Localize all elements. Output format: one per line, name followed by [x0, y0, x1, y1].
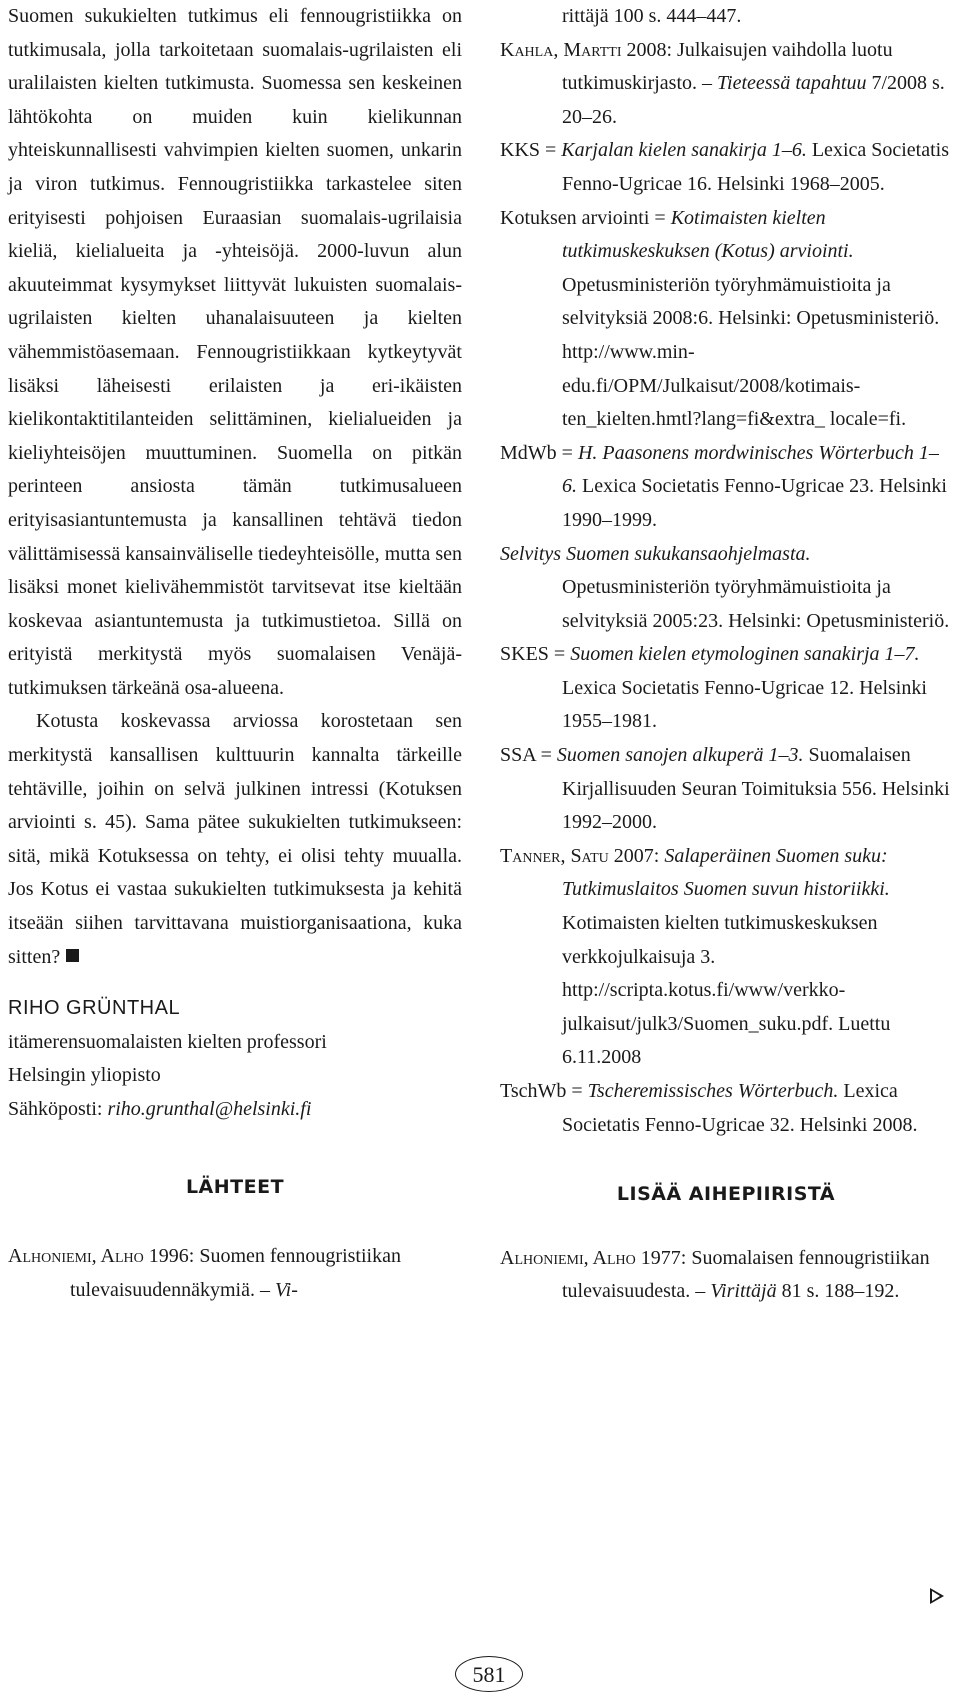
reference-text: MdWb =: [500, 441, 578, 464]
reference-details: Kotimaisten kielten tutkimuskeskuksen verkkojulkaisuja 3. http://scripta.kotus.fi/www/verkkojulkaisut/julk3/Suomen_suku.pdf. Luettu 6.11.2008: [562, 912, 891, 1069]
author-name: RIHO GRÜNTHAL: [8, 997, 181, 1020]
reference-item: [500, 437, 952, 538]
reference-journal: Virittäjä: [710, 1280, 777, 1303]
reference-text: 1996: Suomen fennougristiikan tulevaisuudennäkymiä. –: [70, 1245, 401, 1301]
reference-text: TschWb =: [500, 1080, 588, 1102]
reference-details: Lexica Societatis Fenno-Ugricae 23. Helsinki 1990–1999.: [562, 475, 947, 531]
more-heading: LISÄÄ AIHEPIIRISTÄ: [616, 1183, 836, 1206]
reference-details: Lexica Societatis Fenno-Ugricae 16. Helsinki 1968–2005.: [562, 139, 950, 195]
reference-title: Suomen kielen etymologinen sanakirja 1–7.: [570, 643, 920, 666]
author-affiliation: Helsingin yliopisto: [8, 1064, 161, 1087]
email-label: Sähköposti:: [8, 1098, 108, 1120]
reference-item: [500, 202, 952, 437]
reference-journal: Vi-: [274, 1278, 298, 1301]
reference-author: Alhoniemi, Alho: [500, 1246, 636, 1269]
reference-title: Selvitys Suomen sukukansaohjelmasta.: [500, 542, 811, 565]
author-email-line: [8, 1093, 462, 1127]
body-paragraph-2: [8, 705, 462, 974]
reference-title: Tscheremissisches Wörterbuch.: [587, 1080, 839, 1102]
black-square-icon: [66, 949, 79, 962]
reference-item: [500, 34, 952, 135]
reference-text: Kotuksen arviointi =: [500, 206, 671, 229]
reference-details: Lexica Societatis Fenno-Ugricae 32. Helsinki 2008.: [562, 1080, 918, 1136]
reference-details: 7/2008 s. 20–26.: [562, 72, 945, 128]
left-column: [8, 0, 462, 1307]
reference-title: Karjalan kielen sanakirja 1–6.: [561, 139, 807, 162]
reference-item: [500, 1075, 952, 1142]
reference-item: [500, 538, 952, 639]
reference-text: 1977: Suomalaisen fennougristiikan tulevaisuudesta. –: [562, 1246, 930, 1303]
body-paragraph-2-text: Kotusta koskevassa arviossa korostetaan sen merkitystä kansallisen kulttuurin kannalta tärkeille tehtäville, joihin on selvä julkinen intressi (Kotuksen arviointi s. 45). Sama pätee sukukielten tutkimukseen: sitä, mikä Kotuksessa on tehty, ei olisi tehty muualla. Jos Kotus ei vastaa sukukielten tutkimuksesta ja kehitä itseään siihen tarvittavana muistiorganisaationa, kuka sitten?: [8, 710, 462, 968]
reference-item-more: [500, 1242, 952, 1309]
reference-title: Salaperäinen Suomen suku: Tutkimuslaitos Suomen suvun historiikki.: [562, 844, 890, 901]
triangle-right-icon: [930, 1588, 944, 1604]
reference-details: rittäjä 100 s. 444–447.: [562, 5, 742, 27]
email-link[interactable]: riho.grunthal@helsinki.fi: [107, 1098, 312, 1120]
reference-text: 2007:: [608, 844, 665, 867]
right-column: [500, 0, 952, 1309]
reference-details: Opetusministeriön työryhmämuistioita ja selvityksiä 2005:23. Helsinki: Opetusministeriö.: [562, 576, 950, 632]
reference-text: KKS =: [500, 139, 562, 162]
reference-title: Suomen sanojen alkuperä 1–3.: [556, 744, 804, 767]
reference-item: [500, 840, 952, 1075]
reference-details: Suomalaisen Kirjallisuuden Seuran Toimituksia 556. Helsinki 1992–2000.: [562, 744, 950, 834]
reference-item: [500, 134, 952, 201]
reference-item: [8, 1240, 462, 1307]
reference-details: 81 s. 188–192.: [776, 1280, 900, 1303]
reference-text: SSA =: [500, 744, 557, 767]
reference-details: Opetusministeriön työryhmämuistioita ja selvityksiä 2008:6. Helsinki: Opetusministeriö. http://www.minedu.fi/OPM/Julkaisut/2008/kotimaisten_kielten.hmtl?lang=fi&extra_ locale=fi.: [562, 273, 940, 431]
sources-heading: LÄHTEET: [185, 1175, 285, 1198]
reference-title: H. Paasonens mordwinisches Wörterbuch 1–6.: [562, 441, 939, 498]
page-number: 581: [455, 1656, 523, 1692]
author-title: itämerensuomalaisten kielten professori: [8, 1030, 327, 1053]
body-paragraph-1: Suomen sukukielten tutkimus eli fennougristiikka on tutkimusala, jolla tarkoitetaan suomalais-ugrilaisten eli uralilaisten kielten tutkimusta. Suomessa sen keskeinen lähtökohta on muiden kuin kielikunnan yhteiskunnallisesti vahvimpien kielten suomen, unkarin ja viron tutkimus. Fennougristiikka tarkastelee siten erityisesti pohjoisen Euraasian suomalais-ugrilaisia kieliä, kielialueita ja -yhteisöjä. 2000-luvun alun akuuteimmat kysymykset liittyvät lukuisten suomalais-ugrilaisten kielten uhanalaisuuteen ja kielten vähemmistöasemaan. Fennougristiikkaan kytkeytyvät lisäksi läheisesti erilaisten ja eri-ikäisten kielikontaktitilanteiden selittäminen, kielialueiden ja kieliyhteisöjen muuttuminen. Suomella on pitkän perinteen ansiosta tämän tutkimusalueen erityisasiantuntemusta ja kansallinen tehtävä tiedon välittämisessä kansainväliselle tiedeyhteisölle, mutta sen lisäksi monet kielivähemmistöt tarvitsevat itse kieltään koskevaa asiantuntemusta ja tutkimustietoa. Sillä on erityistä merkitystä myös suomalaisen Venäjä-tutkimuksen tärkeänä osa-alueena.: [8, 5, 462, 699]
reference-item: [500, 0, 952, 34]
reference-title: Kotimaisten kielten tutkimuskeskuksen (Kotus) arviointi.: [562, 206, 854, 263]
reference-author: Kahla, Martti: [500, 38, 622, 61]
reference-text: SKES =: [500, 643, 571, 666]
reference-item: [500, 739, 952, 840]
reference-author: Alhoniemi, Alho: [8, 1245, 144, 1268]
reference-author: Tanner, Satu: [500, 844, 609, 867]
reference-details: Lexica Societatis Fenno-Ugricae 12. Helsinki 1955–1981.: [562, 676, 927, 733]
reference-list: [500, 0, 952, 1142]
reference-text: 2008: Julkaisujen vaihdolla luotu tutkimuskirjasto. –: [562, 38, 893, 95]
reference-item: [500, 638, 952, 739]
reference-title: Tieteessä tapahtuu: [717, 72, 867, 95]
